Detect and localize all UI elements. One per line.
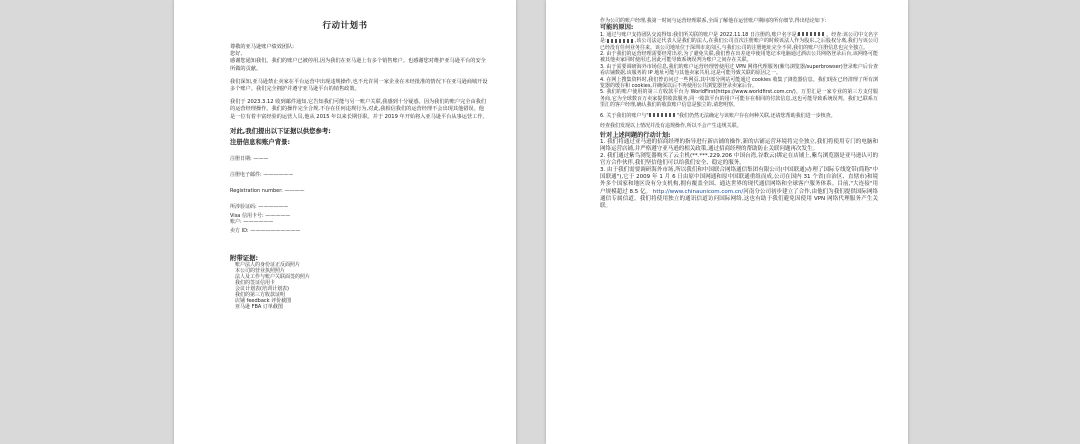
actions-heading: 针对上述问题的行动计划: bbox=[600, 131, 671, 139]
left-page-content bbox=[230, 44, 488, 310]
field-visa-card: Visa 信用卡号: ————— bbox=[230, 212, 291, 219]
salutation: 您好, bbox=[230, 51, 243, 58]
attachments-list bbox=[230, 262, 488, 310]
field-registration-email: 注册电子邮件: —————— bbox=[230, 171, 294, 178]
evidence-heading: 对此,我们提出以下证据以供您参考: bbox=[230, 126, 331, 135]
field-registration-number: Registration number: ———— bbox=[230, 187, 305, 194]
list-item: 会议计划表(培训计划表) bbox=[235, 285, 289, 292]
document-title: 行动计划书 bbox=[322, 21, 368, 31]
field-account: 账户: —————— bbox=[230, 218, 274, 225]
cause-item: 6. 关于我们的账户与" "我们仍然无法确定与该账户存在何种关联,还请您帮助我们进一步核查。 bbox=[600, 112, 836, 119]
field-seller-id: 卖方 ID: —————————— bbox=[230, 227, 301, 234]
list-item: 我们的第三方收款证明 bbox=[235, 291, 286, 298]
notice-paragraph: 我们于 2023.3.12 收到邮件通知,它告知我们可能与另一账户关联,我感到十分疑惑。因为我们的账户完全由我们的运营经理操作。我们的操作完全合规,不存在任何违规行为,对此,我相信我们的运营经理不会出现其他错误。他是一位有着丰富经验的运营人员,他从 2015 年以来长期任职。并于 2019 年开始将入亚马逊平台从事运营工作。 bbox=[230, 99, 488, 120]
document-page-left bbox=[174, 0, 516, 444]
list-item: 账户法人的身份证正反面照片 bbox=[235, 261, 301, 268]
conclusion-paragraph: 经查我们发现以上情况并没有违规操作,所以不会产生违规关联。 bbox=[600, 123, 742, 130]
right-page-content bbox=[600, 18, 878, 210]
field-registration-date: 注册日期: ——— bbox=[230, 155, 269, 162]
cause-item: 1. 通过与账户支持团队交流得知:我们所关联的账户是 2022.11.18 日注册的,账户名字是: 。经查:该公司中文名字是: ,该公司法定代表人是我们的法人,在我们公司首次注册账户的时候该法人作为股东,之后股权分离,我们与该公司已经没有任何业务往来。该公司地址位于深圳市龙岗区,与我们公司的注册地址完全不同,我们的账户注册信息也完全独立。 bbox=[600, 31, 878, 51]
unicom-link[interactable]: http://www.chinaunicom.com.cn/ bbox=[652, 188, 744, 195]
cause-item: 3. 由于需要调研海外市场信息,我们的账户运营经理曾使用过 VPN 网络代理服务(紫鸟浏览器/superbrowser)登录账户后台查看店铺数据,该服务的 IP 地址可能与其他卖家共用,这是可能导致关联的原因之一。 bbox=[600, 63, 878, 77]
intro-paragraph: 感谢您通知我们。我们的账户已被停用,因为我们在亚马逊上有多个销售账户。也感谢您对维护亚马逊平台的安全所做的贡献。 bbox=[230, 58, 486, 72]
registration-heading: 注册信息和账户背景: bbox=[230, 137, 291, 146]
redacted-text bbox=[649, 113, 677, 117]
document-page-right bbox=[546, 0, 908, 444]
field-verification-code: 所涉验证码: —————— bbox=[230, 203, 289, 210]
action-item: 2. 我们通过紫鸟浏览器购买了云主机(**.***.229.206 中国台湾,谷歌云)绑定在店铺上,紫鸟浏览器是亚马逊认可的官方合作伙伴,我们坚信他们可以给我们安全、稳定的服务。 bbox=[600, 153, 878, 167]
list-item: 法人及工作与账户关联面签的照片 bbox=[235, 273, 311, 280]
intro-paragraph: 作为公司的账户经理,我第一时间与运营经理联系,全面了解他在运营账户期间的所有细节,得出结论如下: bbox=[600, 18, 827, 24]
cause-item: 2. 由于我们的运营经理需要经常出差,为了避免失联,我们曾在出差途中使用笔记本电脑通过酒店公共网络登录后台,该网络可能被其他卖家同时使用过,因此可能导致系统误判为账户之间存在关联。 bbox=[600, 51, 878, 64]
cause-item: 5. 我们的账户使用的第三方收款平台为 WorldFirst(https://www.worldfirst.com.cn/)。万里汇是一家专业的第三方支付服务商,它为全球数百万卖家提供收款服务,同一收款平台的用户可能存在相同的付款信息,这也可能导致系统误判。我们已联系万里汇的客户经理,确认我们的收款账户信息是独立的,请您明察。 bbox=[600, 89, 878, 109]
policy-paragraph: 我们深知,亚马逊禁止卖家在平台运营中出现违规操作,也不允许同一家企业在未经批准的情况下在亚马逊商城开设多个账户。我们完全拥护并遵守亚马逊平台的销售政策。 bbox=[230, 78, 488, 93]
redacted-text bbox=[607, 39, 635, 43]
cause-item: 4. 在网上搜集资料时,我们曾访问过一些网页,其中部分网站可能通过 cookies 收集了浏览器信息。我们现在已经清理了所有浏览器的缓存和 cookies,并确保以后不再使用公共浏览器登录卖家后台。 bbox=[600, 76, 878, 90]
attachments-heading: 附带证据: bbox=[230, 253, 259, 262]
list-item: 我们的签证信用卡 bbox=[235, 279, 276, 286]
action-item: 3. 由于我们需要调研海外市场,所以我们和中国联合网络通信集团有限公司(中国联通)办理了国际专线宽带(简称"中国联通"),它于 2009 年 1 月 6 日由原中国网通和原中国联通重组而成,公司在国内 31 个省(自治区、直辖市)和境外多个国家和地区设有分支机构,拥有覆盖全国、通达世界的现代通信网络和全球客户服务体系。目前,"大连接"用户规模超过 8.5 亿。 http://www.chinaunicom.com.cn/河南分公司初步建立了合作,由他们为我们提供国际网络通信专属信道。我们将使用独立的通讯信道访问国际网络,这也有助于我们避免因使用 VPN 网络代理服务产生关联。 bbox=[600, 167, 878, 209]
list-item: 亚马逊 FBA 订单截图 bbox=[235, 303, 283, 310]
list-item: 本公司的营业执照照片 bbox=[235, 267, 286, 274]
greeting: 尊敬的亚马逊账户绩效团队: bbox=[230, 44, 294, 50]
causes-heading: 可能的原因: bbox=[600, 24, 634, 32]
redacted-text bbox=[798, 32, 826, 36]
list-item: 店铺 feedback 评价截图 bbox=[235, 297, 292, 304]
action-item: 1. 我们将通过亚马逊的招商经理的指导进行新店铺的操作,新的店铺运营环境将完全独立,我们将使用专门的电脑和网络运营店铺,并严格遵守亚马逊的相关政策,通过招商经理的帮助防止关联问题再次发生。 bbox=[600, 138, 878, 152]
